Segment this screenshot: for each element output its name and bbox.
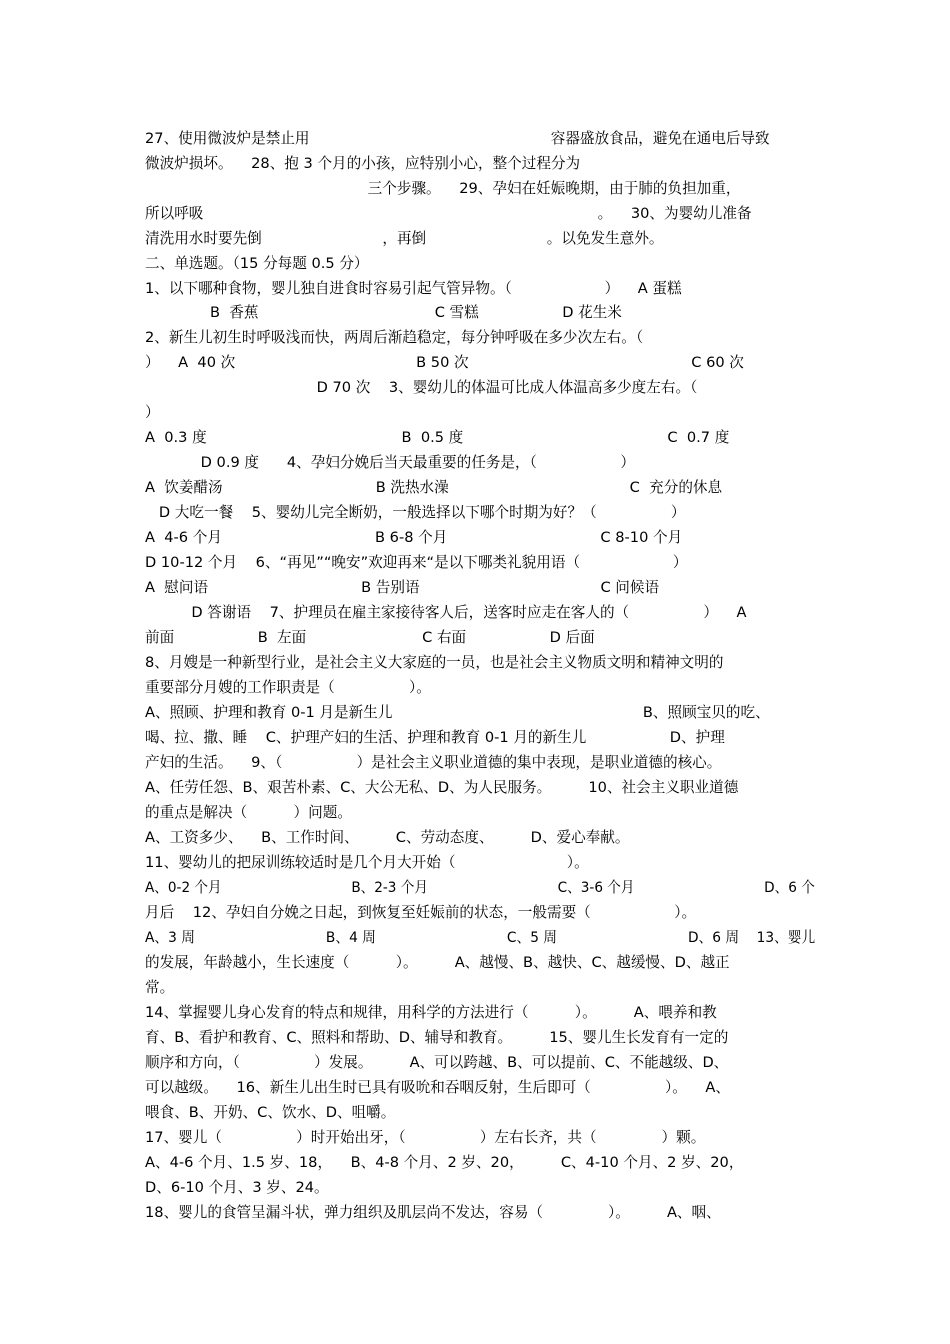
- text-line: 喂食、B、开奶、C、饮水、D、咀嚼。: [145, 1104, 396, 1121]
- text-line: A 慰问语 B 告别语 C 问候语: [145, 579, 660, 596]
- text-line: 喝、拉、撒、睡 C、护理产妇的生活、护理和教育 0-1 月的新生儿 D、护理: [145, 729, 725, 746]
- text-line: 产妇的生活。 9、（ ）是社会主义职业道德的集中表现，是职业道德的核心。: [145, 754, 722, 771]
- text-line: A、照顾、护理和教育 0-1 月是新生儿 B、照顾宝贝的吃、: [145, 704, 770, 721]
- text-line: 11、婴幼儿的把尿训练较适时是几个月大开始（ ）。: [145, 854, 589, 871]
- text-line: 育、B、看护和教育、C、照料和帮助、D、辅导和教育。 15、婴儿生长发育有一定的: [145, 1029, 729, 1046]
- text-line: 三个步骤。 29、孕妇在妊娠晚期，由于肺的负担加重，: [145, 180, 741, 197]
- text-line: 常。: [145, 979, 175, 996]
- text-line: D 0.9 度 4、孕妇分娩后当天最重要的任务是，（ ）: [145, 454, 635, 471]
- text-line: D 大吃一餐 5、婴幼儿完全断奶，一般选择以下哪个时期为好？（ ）: [145, 504, 686, 521]
- text-line: 清洗用水时要先倒 ，再倒 。以免发生意外。: [145, 230, 664, 247]
- text-line: 18、婴儿的食管呈漏斗状，弹力组织及肌层尚不发达，容易（ ）。 A、咽、: [145, 1204, 721, 1221]
- text-line: 8、月嫂是一种新型行业，是社会主义大家庭的一员，也是社会主义物质文明和精神文明的: [145, 654, 724, 671]
- text-line: A、4-6 个月、1.5 岁、18， B、4-8 个月、2 岁、20， C、4-10 个月、2 岁、20，: [145, 1154, 744, 1171]
- text-line: A 饮姜醋汤 B 洗热水澡 C 充分的休息: [145, 479, 723, 496]
- text-line: A、0-2 个月 B、2-3 个月 C、3-6 个月 D、6 个: [145, 879, 815, 896]
- text-line: 月后 12、孕妇自分娩之日起，到恢复至妊娠前的状态，一般需要（ ）。: [145, 904, 697, 921]
- text-line: 17、婴儿（ ）时开始出牙，（ ）左右长齐，共（ ）颗。: [145, 1129, 706, 1146]
- text-line: ）: [145, 404, 160, 421]
- text-line: D 70 次 3、婴幼儿的体温可比成人体温高多少度左右。（: [145, 379, 698, 396]
- text-line: 2、新生儿初生时呼吸浅而快，两周后渐趋稳定，每分钟呼吸在多少次左右。（: [145, 329, 644, 346]
- text-line: A、工资多少、 B、工作时间、 C、劳动态度、 D、爱心奉献。: [145, 829, 630, 846]
- text-line: 的发展，年龄越小，生长速度（ ）。 A、越慢、B、越快、C、越缓慢、D、越正: [145, 954, 730, 971]
- text-line: 1、以下哪种食物，婴儿独自进食时容易引起气管异物。（ ） A 蛋糕: [145, 280, 682, 297]
- text-line: A 0.3 度 B 0.5 度 C 0.7 度: [145, 429, 730, 446]
- text-line: 顺序和方向，（ ）发展。 A、可以跨越、B、可以提前、C、不能越级、D、: [145, 1054, 729, 1071]
- text-line: ） A 40 次 B 50 次 C 60 次: [145, 354, 744, 371]
- text-line: D、6-10 个月、3 岁、24。: [145, 1179, 329, 1196]
- text-line: 的重点是解决（ ）问题。: [145, 804, 352, 821]
- text-line: 微波炉损坏。 28、抱 3 个月的小孩，应特别小心，整个过程分为: [145, 155, 581, 172]
- text-line: A 4-6 个月 B 6-8 个月 C 8-10 个月: [145, 529, 683, 546]
- text-line: D 10-12 个月 6、“再见”“晚安”欢迎再来“是以下哪类礼貌用语（ ）: [145, 554, 688, 571]
- text-line: A、任劳任怨、B、艰苦朴素、C、大公无私、D、为人民服务。 10、社会主义职业道德: [145, 779, 739, 796]
- text-line: 14、掌握婴儿身心发育的特点和规律，用科学的方法进行（ ）。 A、喂养和教: [145, 1004, 717, 1021]
- text-line: 重要部分月嫂的工作职责是（ ）。: [145, 679, 431, 696]
- text-line: A、3 周 B、4 周 C、5 周 D、6 周 13、婴儿: [145, 929, 816, 946]
- text-line: 所以呼吸 。 30、为婴幼儿准备: [145, 205, 752, 222]
- text-line: 二、单选题。（15 分每题 0.5 分）: [145, 255, 369, 272]
- text-line: B 香蕉 C 雪糕 D 花生米: [145, 304, 622, 321]
- text-line: 27、使用微波炉是禁止用 容器盛放食品，避免在通电后导致: [145, 130, 770, 147]
- text-line: 前面 B 左面 C 右面 D 后面: [145, 629, 595, 646]
- text-line: 可以越级。 16、新生儿出生时已具有吸吮和吞咽反射，生后即可（ ）。 A、: [145, 1079, 730, 1096]
- text-line: D 答谢语 7、护理员在雇主家接待客人后，送客时应走在客人的（ ） A: [145, 604, 747, 621]
